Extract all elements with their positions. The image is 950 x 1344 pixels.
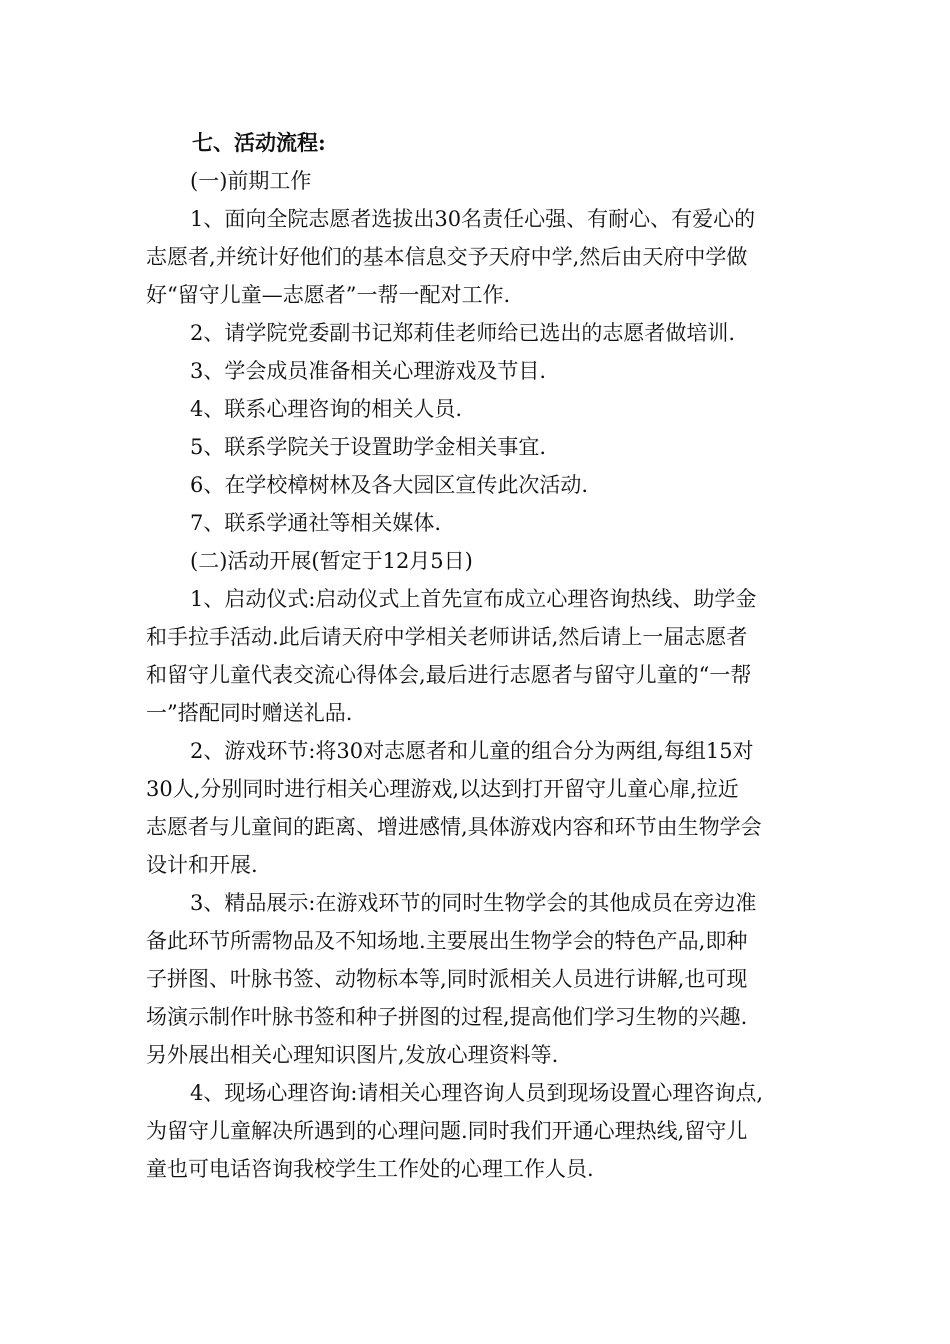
paragraph-line: 设计和开展. bbox=[146, 853, 258, 877]
paragraph-line: 志愿者与儿童间的距离、增进感情,具体游戏内容和环节由生物学会 bbox=[146, 815, 762, 839]
paragraph-line: 5、联系学院关于设置助学金相关事宜. bbox=[190, 435, 547, 459]
paragraph-line: 2、请学院党委副书记郑莉佳老师给已选出的志愿者做培训. bbox=[190, 321, 736, 345]
paragraph-line: 备此环节所需物品及不知场地.主要展出生物学会的特色产品,即种 bbox=[146, 929, 748, 953]
paragraph-line: 一”搭配同时赠送礼品. bbox=[146, 701, 353, 725]
paragraph-line: 30人,分别同时进行相关心理游戏,以达到打开留守儿童心扉,拉近 bbox=[146, 777, 739, 801]
paragraph-line: 3、精品展示:在游戏环节的同时生物学会的其他成员在旁边准 bbox=[190, 891, 757, 915]
paragraph-line: 和手拉手活动.此后请天府中学相关老师讲话,然后请上一届志愿者 bbox=[146, 625, 748, 649]
subsection-title-activity: (二)活动开展(暂定于12月5日) bbox=[190, 549, 473, 573]
paragraph-line: 志愿者,并统计好他们的基本信息交予天府中学,然后由天府中学做 bbox=[146, 245, 748, 269]
paragraph-line: 好“留守儿童—志愿者”一帮一配对工作. bbox=[146, 283, 511, 307]
subsection-title-prep: (一)前期工作 bbox=[190, 169, 312, 193]
paragraph-line: 另外展出相关心理知识图片,发放心理资料等. bbox=[146, 1043, 559, 1067]
paragraph-line: 1、面向全院志愿者选拔出30名责任心强、有耐心、有爱心的 bbox=[190, 207, 756, 231]
paragraph-line: 4、现场心理咨询:请相关心理咨询人员到现场设置心理咨询点, bbox=[190, 1081, 764, 1105]
section-heading: 七、活动流程: bbox=[192, 130, 326, 155]
paragraph-line: 1、启动仪式:启动仪式上首先宣布成立心理咨询热线、助学金 bbox=[190, 587, 757, 611]
paragraph-line: 为留守儿童解决所遇到的心理问题.同时我们开通心理热线,留守儿 bbox=[146, 1119, 748, 1143]
paragraph-line: 童也可电话咨询我校学生工作处的心理工作人员. bbox=[146, 1157, 594, 1181]
paragraph-line: 场演示制作叶脉书签和种子拼图的过程,提高他们学习生物的兴趣. bbox=[146, 1005, 748, 1029]
paragraph-line: 子拼图、叶脉书签、动物标本等,同时派相关人员进行讲解,也可现 bbox=[146, 967, 748, 991]
paragraph-line: 6、在学校樟树林及各大园区宣传此次活动. bbox=[190, 473, 589, 497]
paragraph-line: 7、联系学通社等相关媒体. bbox=[190, 511, 442, 535]
paragraph-line: 2、游戏环节:将30对志愿者和儿童的组合分为两组,每组15对 bbox=[190, 739, 754, 763]
paragraph-line: 4、联系心理咨询的相关人员. bbox=[190, 397, 463, 421]
paragraph-line: 3、学会成员准备相关心理游戏及节目. bbox=[190, 359, 547, 383]
paragraph-line: 和留守儿童代表交流心得体会,最后进行志愿者与留守儿童的“一帮 bbox=[146, 663, 752, 687]
